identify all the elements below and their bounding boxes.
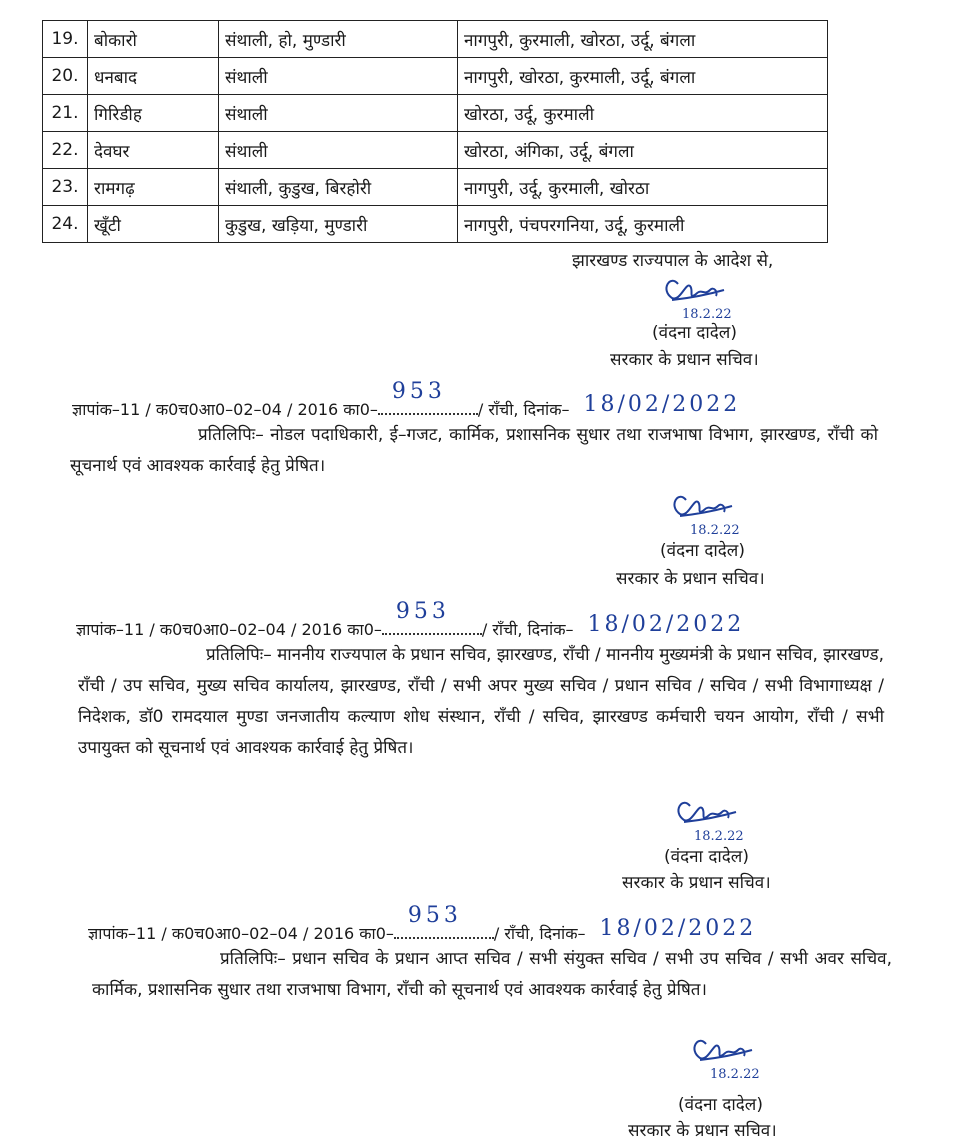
memo-ref-text: ज्ञापांक–11 / क0च0आ0–02–04 / 2016 का0– bbox=[72, 400, 378, 419]
memo-body: प्रतिलिपिः– माननीय राज्यपाल के प्रधान सचिव, झारखण्ड, राँची / माननीय मुख्यमंत्री के प्रधान सचिव, झारखण्ड, राँची / उप सचिव, मुख्य सचिव कार्यालय, झारखण्ड, राँची / सभी अपर मुख्य सचिव / प्रधान सचिव / सचिव / सभी विभागाध्यक्ष / निदेशक, डॉ0 रामदयाल मुण्डा जनजातीय कल्याण शोध संस्थान, राँची / सचिव, झारखण्ड कर्मचारी चयन आयोग, राँची / सभी उपायुक्त को सूचनार्थ एवं आवश्यक कार्रवाई हेतु प्रेषित। bbox=[78, 645, 884, 758]
signatory-designation: सरकार के प्रधान सचिव। bbox=[622, 873, 771, 893]
table-row bbox=[43, 206, 828, 243]
signature-date: 18.2.22 bbox=[694, 829, 744, 844]
district-language-table bbox=[42, 20, 828, 243]
tribal-languages: संथाली bbox=[219, 95, 458, 132]
signatory-name: (वंदना दादेल) bbox=[678, 1095, 763, 1115]
table-row bbox=[43, 95, 828, 132]
memo-date: 18/02/2022 bbox=[599, 916, 757, 941]
signature-date: 18.2.22 bbox=[710, 1067, 760, 1082]
table-row bbox=[43, 132, 828, 169]
row-number: 23. bbox=[43, 169, 88, 206]
memo-reference bbox=[72, 379, 741, 421]
regional-languages: नागपुरी, पंचपरगनिया, उर्दू, कुरमाली bbox=[458, 206, 828, 243]
row-number: 24. bbox=[43, 206, 88, 243]
regional-languages: नागपुरी, खोरठा, कुरमाली, उर्दू, बंगला bbox=[458, 58, 828, 95]
signature-date: 18.2.22 bbox=[690, 523, 740, 538]
memo-text bbox=[78, 640, 884, 764]
district-name: बोकारो bbox=[88, 21, 219, 58]
signatory-name: (वंदना दादेल) bbox=[652, 323, 737, 343]
signature-scribble bbox=[628, 1032, 760, 1086]
tribal-languages: कुडुख, खड़िया, मुण्डारी bbox=[219, 206, 458, 243]
regional-languages: नागपुरी, उर्दू, कुरमाली, खोरठा bbox=[458, 169, 828, 206]
memo-reference bbox=[76, 599, 745, 641]
signatory-designation: सरकार के प्रधान सचिव। bbox=[616, 569, 765, 589]
memo-place: / राँची, दिनांक– bbox=[481, 620, 574, 639]
signature-block bbox=[628, 1032, 868, 1141]
row-number: 22. bbox=[43, 132, 88, 169]
signature-block bbox=[600, 272, 840, 372]
regional-languages: खोरठा, अंगिका, उर्दू, बंगला bbox=[458, 132, 828, 169]
tribal-languages: संथाली bbox=[219, 132, 458, 169]
table-row bbox=[43, 21, 828, 58]
signature-block bbox=[612, 794, 852, 894]
memo-date: 18/02/2022 bbox=[583, 392, 741, 417]
signature-scribble bbox=[608, 488, 740, 542]
memo-text bbox=[92, 944, 892, 1006]
tribal-languages: संथाली, कुडुख, बिरहोरी bbox=[219, 169, 458, 206]
row-number: 21. bbox=[43, 95, 88, 132]
regional-languages: नागपुरी, कुरमाली, खोरठा, उर्दू, बंगला bbox=[458, 21, 828, 58]
signatory-name: (वंदना दादेल) bbox=[664, 847, 749, 867]
memo-place: / राँची, दिनांक– bbox=[493, 924, 586, 943]
signature-scribble bbox=[612, 794, 744, 848]
row-number: 20. bbox=[43, 58, 88, 95]
memo-number: 953 bbox=[391, 379, 446, 404]
memo-date: 18/02/2022 bbox=[587, 612, 745, 637]
memo-number: 953 bbox=[407, 903, 462, 928]
signatory-name: (वंदना दादेल) bbox=[660, 541, 745, 561]
memo-reference bbox=[88, 903, 757, 945]
district-name: गिरिडीह bbox=[88, 95, 219, 132]
tribal-languages: संथाली, हो, मुण्डारी bbox=[219, 21, 458, 58]
signatory-designation: सरकार के प्रधान सचिव। bbox=[610, 350, 759, 370]
district-name: खूँटी bbox=[88, 206, 219, 243]
memo-ref-text: ज्ञापांक–11 / क0च0आ0–02–04 / 2016 का0– bbox=[88, 924, 394, 943]
table-row bbox=[43, 58, 828, 95]
district-name: धनबाद bbox=[88, 58, 219, 95]
memo-number-line bbox=[394, 903, 494, 939]
district-name: रामगढ़ bbox=[88, 169, 219, 206]
regional-languages: खोरठा, उर्दू, कुरमाली bbox=[458, 95, 828, 132]
order-line: झारखण्ड राज्यपाल के आदेश से, bbox=[572, 251, 774, 271]
memo-ref-text: ज्ञापांक–11 / क0च0आ0–02–04 / 2016 का0– bbox=[76, 620, 382, 639]
memo-number-line bbox=[378, 379, 478, 415]
memo-body: प्रतिलिपिः– प्रधान सचिव के प्रधान आप्त सचिव / सभी संयुक्त सचिव / सभी उप सचिव / सभी अवर सचिव, कार्मिक, प्रशासनिक सुधार तथा राजभाषा विभाग, राँची को सूचनार्थ एवं आवश्यक कार्रवाई हेतु प्रेषित। bbox=[92, 949, 892, 1000]
memo-text bbox=[70, 420, 878, 482]
signature-scribble bbox=[600, 272, 732, 326]
memo-number: 953 bbox=[395, 599, 450, 624]
memo-number-line bbox=[382, 599, 482, 635]
row-number: 19. bbox=[43, 21, 88, 58]
tribal-languages: संथाली bbox=[219, 58, 458, 95]
memo-body: प्रतिलिपिः– नोडल पदाधिकारी, ई–गजट, कार्मिक, प्रशासनिक सुधार तथा राजभाषा विभाग, झारखण्ड, राँची को सूचनार्थ एवं आवश्यक कार्रवाई हेतु प्रेषित। bbox=[70, 425, 878, 476]
signature-block bbox=[608, 488, 848, 588]
memo-place: / राँची, दिनांक– bbox=[477, 400, 570, 419]
signatory-designation: सरकार के प्रधान सचिव। bbox=[628, 1121, 777, 1141]
table-row bbox=[43, 169, 828, 206]
district-name: देवघर bbox=[88, 132, 219, 169]
signature-date: 18.2.22 bbox=[682, 307, 732, 322]
